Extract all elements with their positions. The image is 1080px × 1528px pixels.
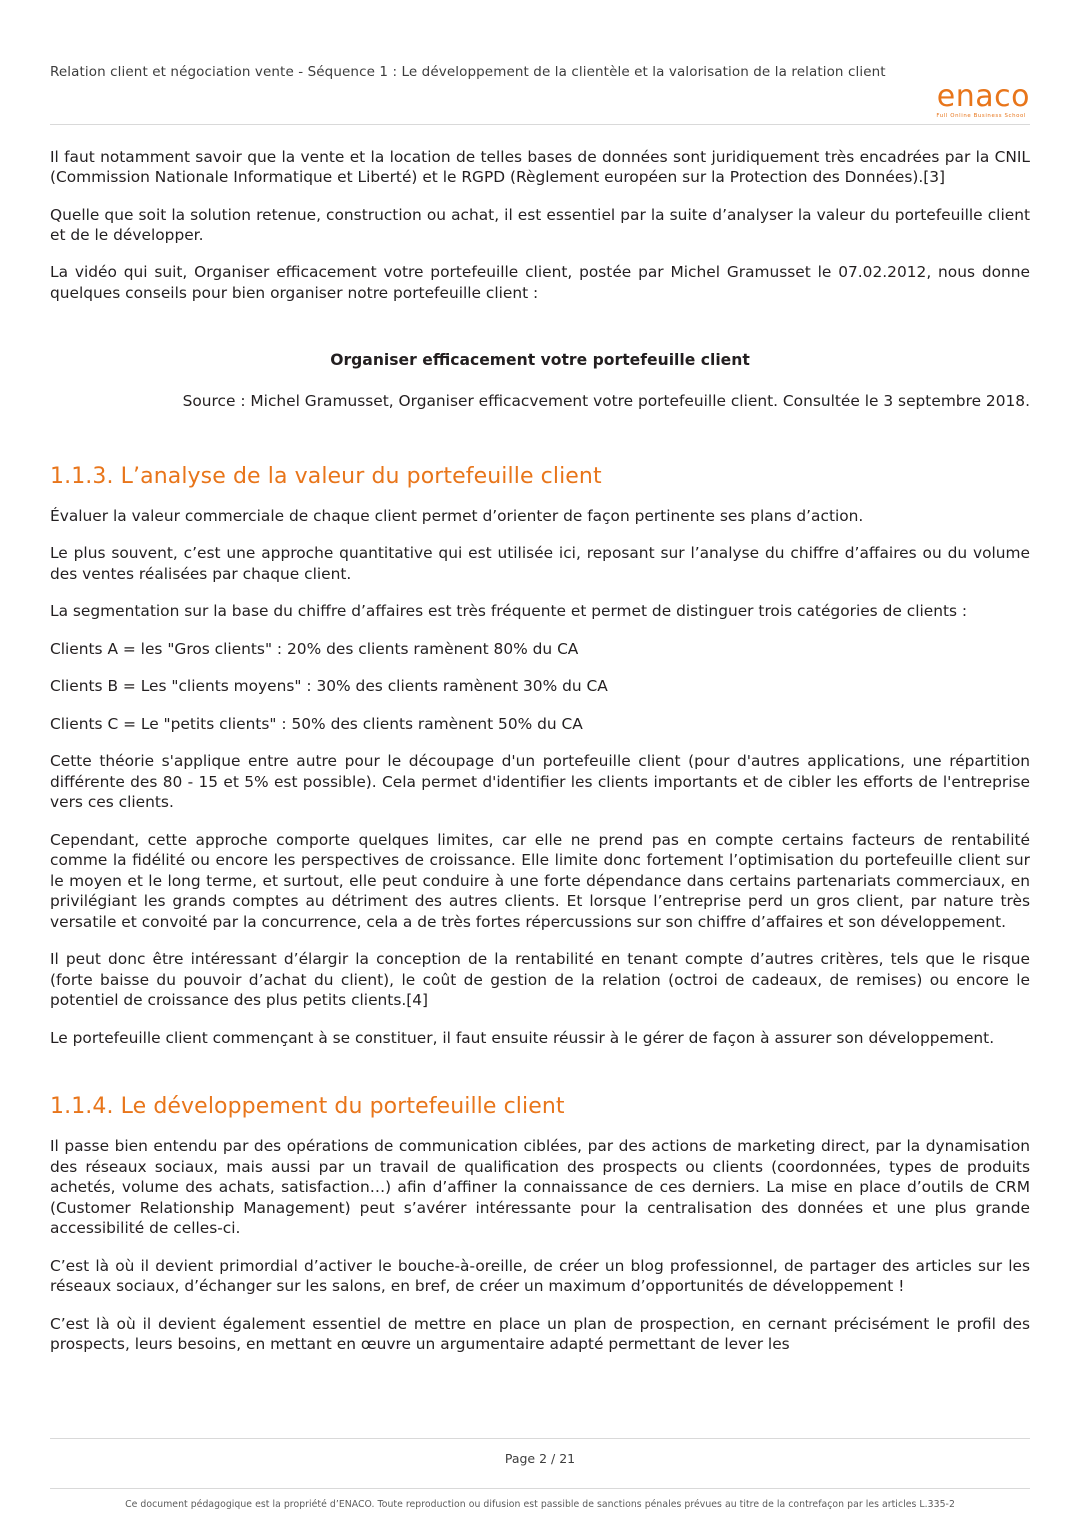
paragraph: Le plus souvent, c’est une approche quantitative qui est utilisée ici, reposant sur l’analyse du chiffre d’affaires ou du volume des ventes réalisées par chaque client.: [50, 544, 1030, 583]
section-heading-113: 1.1.3. L’analyse de la valeur du portefeuille client: [50, 463, 602, 489]
paragraph: Il peut donc être intéressant d’élargir la conception de la rentabilité en tenant compte d’autres critères, tels que le risque (forte baisse du pouvoir d’achat du client), le coût de gestion de la relation (octroi de cadeaux, de remises) ou encore le potentiel de croissance des plus petits clients.[4]: [50, 950, 1030, 1010]
header-divider: [50, 124, 1030, 125]
paragraph: Quelle que soit la solution retenue, construction ou achat, il est essentiel par la suite d’analyser la valeur du portefeuille client et de le développer.: [50, 205, 1030, 244]
client-category-a: Clients A = les "Gros clients" : 20% des clients ramènent 80% du CA: [50, 639, 579, 658]
client-category-c: Clients C = Le "petits clients" : 50% des clients ramènent 50% du CA: [50, 714, 583, 733]
client-category-b: Clients B = Les "clients moyens" : 30% des clients ramènent 30% du CA: [50, 677, 608, 696]
enaco-logo: [936, 79, 1030, 119]
paragraph: Évaluer la valeur commerciale de chaque client permet d’orienter de façon pertinente ses plans d’action.: [50, 506, 864, 525]
video-source-citation: Source : Michel Gramusset, Organiser efficacvement votre portefeuille client. Consultée le 3 septembre 2018.: [182, 392, 1030, 411]
section-heading-114: 1.1.4. Le développement du portefeuille client: [50, 1094, 565, 1120]
document-body: [50, 147, 1030, 1438]
header-title: Relation client et négociation vente - Séquence 1 : Le développement de la clientèle et la valorisation de la relation client: [50, 64, 886, 80]
legal-notice: Ce document pédagogique est la propriété d’ENACO. Toute reproduction ou difusion est passible de sanctions pénales prévues au titre de la contrefaçon par les articles L.335-2: [125, 1499, 955, 1510]
brand-name: enaco: [936, 79, 1030, 114]
video-title: Organiser efficacement votre portefeuille client: [330, 351, 750, 370]
document-footer: [50, 1438, 1030, 1528]
paragraph: C’est là où il devient primordial d’activer le bouche-à-oreille, de créer un blog professionnel, de partager des articles sur les réseaux sociaux, d’échanger sur les salons, en bref, de créer un maximum d’opportunités de développement !: [50, 1256, 1030, 1296]
paragraph: La vidéo qui suit, Organiser efficacement votre portefeuille client, postée par Michel Gramusset le 07.02.2012, nous donne quelques conseils pour bien organiser notre portefeuille client :: [50, 263, 1030, 302]
paragraph: Cette théorie s'applique entre autre pour le découpage d'un portefeuille client (pour d'autres applications, une répartition différente des 80 - 15 et 5% est possible). Cela permet d'identifier les clients importants et de cibler les efforts de l'entreprise vers ces clients.: [50, 752, 1030, 812]
page-number: Page 2 / 21: [504, 1451, 576, 1466]
paragraph: La segmentation sur la base du chiffre d’affaires est très fréquente et permet de distinguer trois catégories de clients :: [50, 602, 968, 621]
brand-tagline: Full Online Business School: [936, 113, 1026, 119]
document-header: [50, 64, 1030, 147]
paragraph: Cependant, cette approche comporte quelques limites, car elle ne prend pas en compte certains facteurs de rentabilité comme la fidélité ou encore les perspectives de croissance. Elle limite donc fortement l’optimisation du portefeuille client sur le moyen et le long terme, et surtout, elle peut conduire à une forte dépendance dans certains partenariats commerciaux, en privilégiant les grands comptes au détriment des autres clients. Et lorsque l’entreprise perd un gros client, par nature très versatile et convoité par la concurrence, cela a de très fortes répercussions sur son chiffre d’affaires et son développement.: [50, 830, 1030, 931]
paragraph: Il faut notamment savoir que la vente et la location de telles bases de données sont juridiquement très encadrées par la CNIL (Commission Nationale Informatique et Liberté) et le RGPD (Règlement européen sur la Protection des Données).[3]: [50, 147, 1030, 187]
paragraph: C’est là où il devient également essentiel de mettre en place un plan de prospection, en cernant précisément le profil des prospects, leurs besoins, en mettant en œuvre un argumentaire adapté permettant de lever les: [50, 1314, 1030, 1354]
footer-divider-bottom: [50, 1488, 1030, 1489]
paragraph: Il passe bien entendu par des opérations de communication ciblées, par des actions de marketing direct, par la dynamisation des réseaux sociaux, mais aussi par un travail de qualification des prospects ou clients (coordonnées, types de produits achetés, volume des achats, satisfaction…) afin d’affiner la connaissance de ces derniers. La mise en place d’outils de CRM (Customer Relationship Management) peut s’avérer intéressante pour la centralisation des données et une plus grande accessibilité de celles-ci.: [50, 1137, 1030, 1238]
footer-divider-top: [50, 1438, 1030, 1439]
paragraph: Le portefeuille client commençant à se constituer, il faut ensuite réussir à le gérer de façon à assurer son développement.: [50, 1028, 995, 1047]
